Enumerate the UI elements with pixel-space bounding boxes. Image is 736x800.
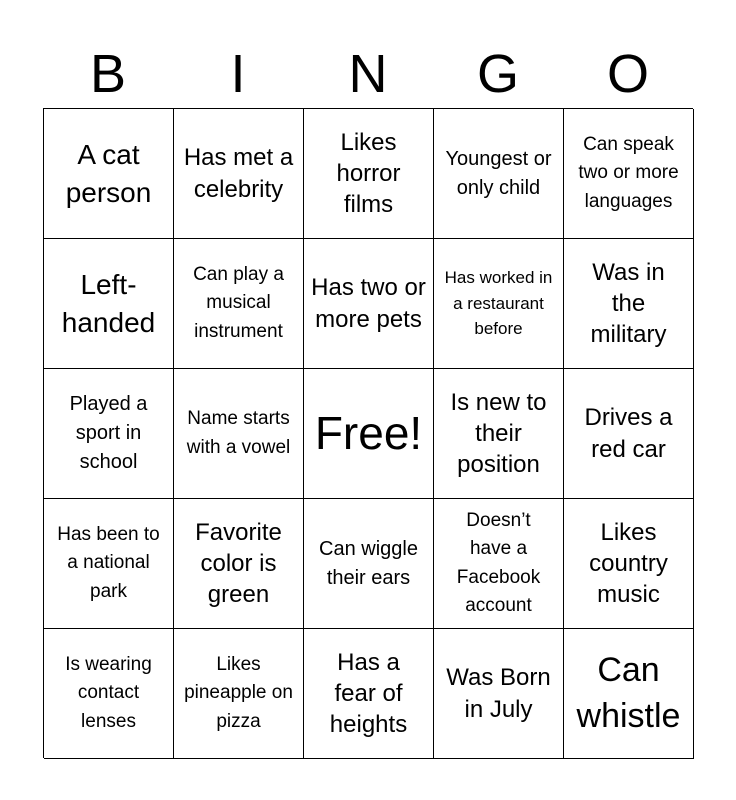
bingo-square[interactable]: [174, 239, 304, 369]
bingo-square[interactable]: [564, 369, 694, 499]
bingo-square[interactable]: [304, 239, 434, 369]
header-letter-n: N: [348, 44, 388, 104]
square-text: Can whistle: [576, 650, 681, 735]
header-letter-i: I: [230, 44, 246, 104]
bingo-header: [43, 40, 693, 108]
bingo-square[interactable]: [44, 499, 174, 629]
square-text: Can play a musical instrument: [193, 263, 284, 342]
bingo-square[interactable]: [174, 499, 304, 629]
bingo-square[interactable]: [44, 369, 174, 499]
square-text: Can speak two or more languages: [578, 133, 679, 212]
bingo-square[interactable]: [44, 629, 174, 759]
square-text: Played a sport in school: [69, 393, 148, 473]
header-letter-g: G: [476, 44, 519, 104]
square-text: Youngest or only child: [445, 147, 552, 199]
bingo-square[interactable]: [44, 239, 174, 369]
header-letter-o: O: [606, 44, 649, 104]
square-text: Has two or more pets: [311, 274, 426, 333]
bingo-square[interactable]: [304, 499, 434, 629]
square-text: Likes country music: [589, 518, 668, 609]
bingo-square[interactable]: [174, 629, 304, 759]
bingo-square[interactable]: [434, 369, 564, 499]
bingo-square[interactable]: [564, 109, 694, 239]
square-text: Likes pineapple on pizza: [184, 653, 293, 732]
square-text: Has a fear of heights: [329, 648, 408, 739]
square-text: Is wearing contact lenses: [65, 653, 152, 732]
square-text: Was in the military: [590, 258, 667, 349]
square-text: Has met a celebrity: [183, 144, 294, 203]
bingo-square[interactable]: [304, 629, 434, 759]
square-text: Drives a red car: [584, 404, 673, 463]
square-text: Was Born in July: [446, 664, 551, 723]
bingo-square[interactable]: [434, 629, 564, 759]
square-text: Free!: [314, 406, 423, 459]
bingo-square[interactable]: [44, 109, 174, 239]
square-text: Is new to their position: [450, 388, 547, 479]
square-text: Favorite color is green: [195, 518, 282, 609]
bingo-card-grid: [43, 108, 693, 758]
square-text: Doesn’t have a Facebook account: [456, 509, 541, 616]
free-square[interactable]: [304, 369, 434, 499]
square-text: Name starts with a vowel: [186, 408, 291, 458]
bingo-square[interactable]: [304, 109, 434, 239]
square-text: Left-handed: [61, 268, 156, 338]
square-text: A cat person: [65, 138, 152, 208]
bingo-square[interactable]: [174, 109, 304, 239]
header-letter-b: B: [89, 44, 127, 104]
bingo-square[interactable]: [564, 499, 694, 629]
bingo-square[interactable]: [564, 239, 694, 369]
square-text: Can wiggle their ears: [319, 537, 418, 589]
bingo-square[interactable]: [564, 629, 694, 759]
bingo-square[interactable]: [174, 369, 304, 499]
bingo-square[interactable]: [434, 109, 564, 239]
square-text: Has been to a national park: [57, 523, 160, 602]
square-text: Has worked in a restaurant before: [444, 268, 553, 339]
bingo-square[interactable]: [434, 499, 564, 629]
square-text: Likes horror films: [336, 128, 401, 219]
bingo-square[interactable]: [434, 239, 564, 369]
